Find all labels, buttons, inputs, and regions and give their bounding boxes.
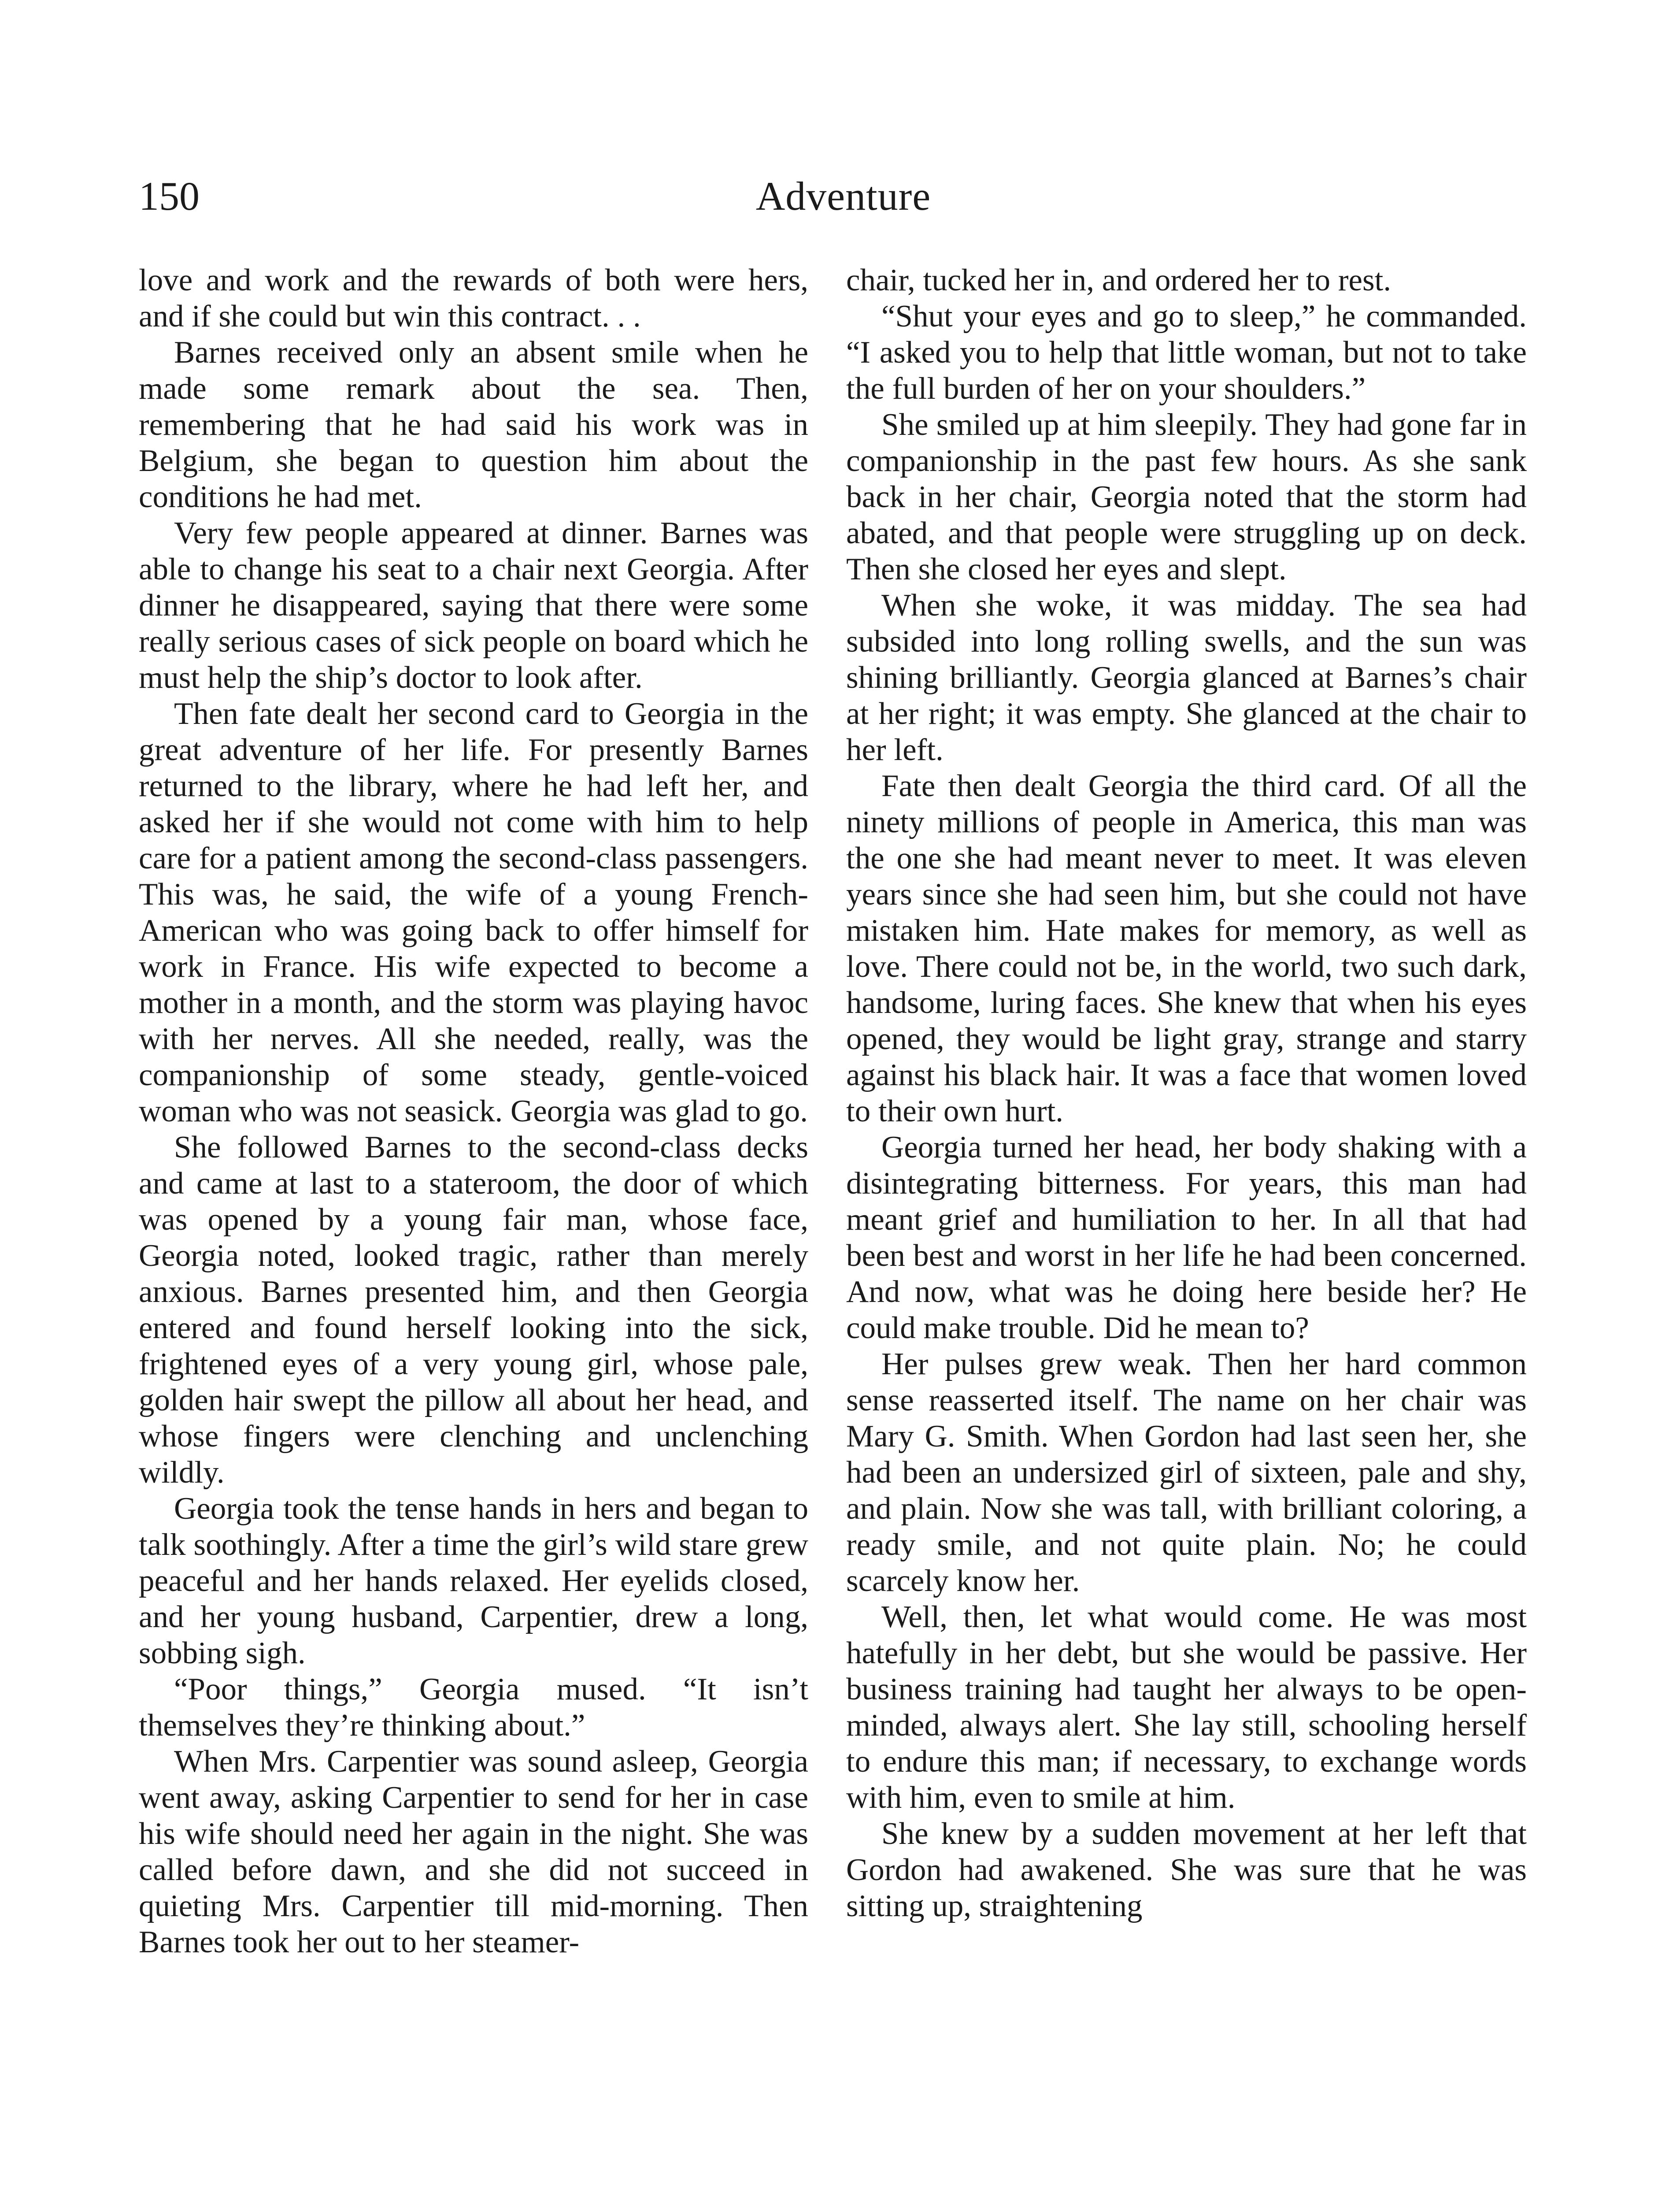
paragraph: Very few people appeared at dinner. Barnes was able to change his seat to a chair next Georgia. After dinner he disappeared, saying that there were some really serious cases of sick people on board which he must help the ship’s doctor to look after. bbox=[139, 516, 808, 695]
paragraph: When she woke, it was midday. The sea had subsided into long rolling swells, and the sun was shining brilliantly. Georgia glanced at Barnes’s chair at her right; it was empty. She glanced at the chair to her left. bbox=[846, 588, 1527, 767]
paragraph: love and work and the rewards of both were hers, and if she could but win this contract. . . bbox=[139, 263, 808, 334]
paragraph: When Mrs. Carpentier was sound asleep, Georgia went away, asking Carpentier to send for her in case his wife should need her again in the night. She was called before dawn, and she did not succeed in quieting Mrs. Carpentier till mid-morning. Then Barnes took her out to her steamer- bbox=[139, 1744, 808, 1959]
paragraph: She smiled up at him sleepily. They had gone far in companionship in the past few hours. As she sank back in her chair, Georgia noted that the storm had abated, and that people were struggling up on deck. Then she closed her eyes and slept. bbox=[846, 408, 1527, 586]
running-header bbox=[139, 170, 1548, 223]
paragraph: She followed Barnes to the second-class decks and came at last to a stateroom, the door of which was opened by a young fair man, whose face, Georgia noted, looked tragic, rather than merely anxious. Barnes presented him, and then Georgia entered and found herself looking into the sick, frightened eyes of a very young girl, whose pale, golden hair swept the pillow all about her head, and whose fingers were clenching and unclenching wildly. bbox=[139, 1130, 808, 1490]
paragraph: “Poor things,” Georgia mused. “It isn’t themselves they’re thinking about.” bbox=[139, 1672, 808, 1743]
paragraph: “Shut your eyes and go to sleep,” he commanded. “I asked you to help that little woman, but not to take the full burden of her on your shoulders.” bbox=[846, 299, 1527, 406]
paragraph: chair, tucked her in, and ordered her to rest. bbox=[846, 263, 1391, 297]
right-column bbox=[846, 262, 1527, 1924]
paragraph: Her pulses grew weak. Then her hard common sense reasserted itself. The name on her chair was Mary G. Smith. When Gordon had last seen her, she had been an undersized girl of sixteen, pale and shy, and plain. Now she was tall, with brilliant coloring, a ready smile, and not quite plain. No; he could scarcely know her. bbox=[846, 1347, 1527, 1598]
running-title: Adventure bbox=[755, 174, 931, 219]
page-number: 150 bbox=[139, 174, 200, 219]
paragraph: Then fate dealt her second card to Georgia in the great adventure of her life. For presently Barnes returned to the library, where he had left her, and asked her if she would not come with him to help care for a patient among the second-class passengers. This was, he said, the wife of a young French-American who was going back to offer himself for work in France. His wife expected to become a mother in a month, and the storm was playing havoc with her nerves. All she needed, really, was the companionship of some steady, gentle-voiced woman who was not seasick. Georgia was glad to go. bbox=[139, 697, 808, 1128]
paragraph: Fate then dealt Georgia the third card. Of all the ninety millions of people in America, this man was the one she had meant never to meet. It was eleven years since she had seen him, but she could not have mistaken him. Hate makes for memory, as well as love. There could not be, in the world, two such dark, handsome, luring faces. She knew that when his eyes opened, they would be light gray, strange and starry against his black hair. It was a face that women loved to their own hurt. bbox=[846, 769, 1527, 1128]
paragraph: Barnes received only an absent smile when he made some remark about the sea. Then, remembering that he had said his work was in Belgium, she began to question him about the conditions he had met. bbox=[139, 335, 808, 514]
paragraph: Well, then, let what would come. He was most hatefully in her debt, but she would be passive. Her business training had taught her always to be open-minded, always alert. She lay still, schooling herself to endure this man; if necessary, to exchange words with him, even to smile at him. bbox=[846, 1600, 1527, 1815]
paragraph: Georgia turned her head, her body shaking with a disintegrating bitterness. For years, this man had meant grief and humiliation to her. In all that had been best and worst in her life he had been concerned. And now, what was he doing here beside her? He could make trouble. Did he mean to? bbox=[846, 1130, 1527, 1345]
left-column bbox=[139, 262, 808, 1960]
paragraph: Georgia took the tense hands in hers and began to talk soothingly. After a time the girl’s wild stare grew peaceful and her hands relaxed. Her eyelids closed, and her young husband, Carpentier, drew a long, sobbing sigh. bbox=[139, 1491, 808, 1670]
paragraph: She knew by a sudden movement at her left that Gordon had awakened. She was sure that he was sitting up, straightening bbox=[846, 1817, 1527, 1923]
